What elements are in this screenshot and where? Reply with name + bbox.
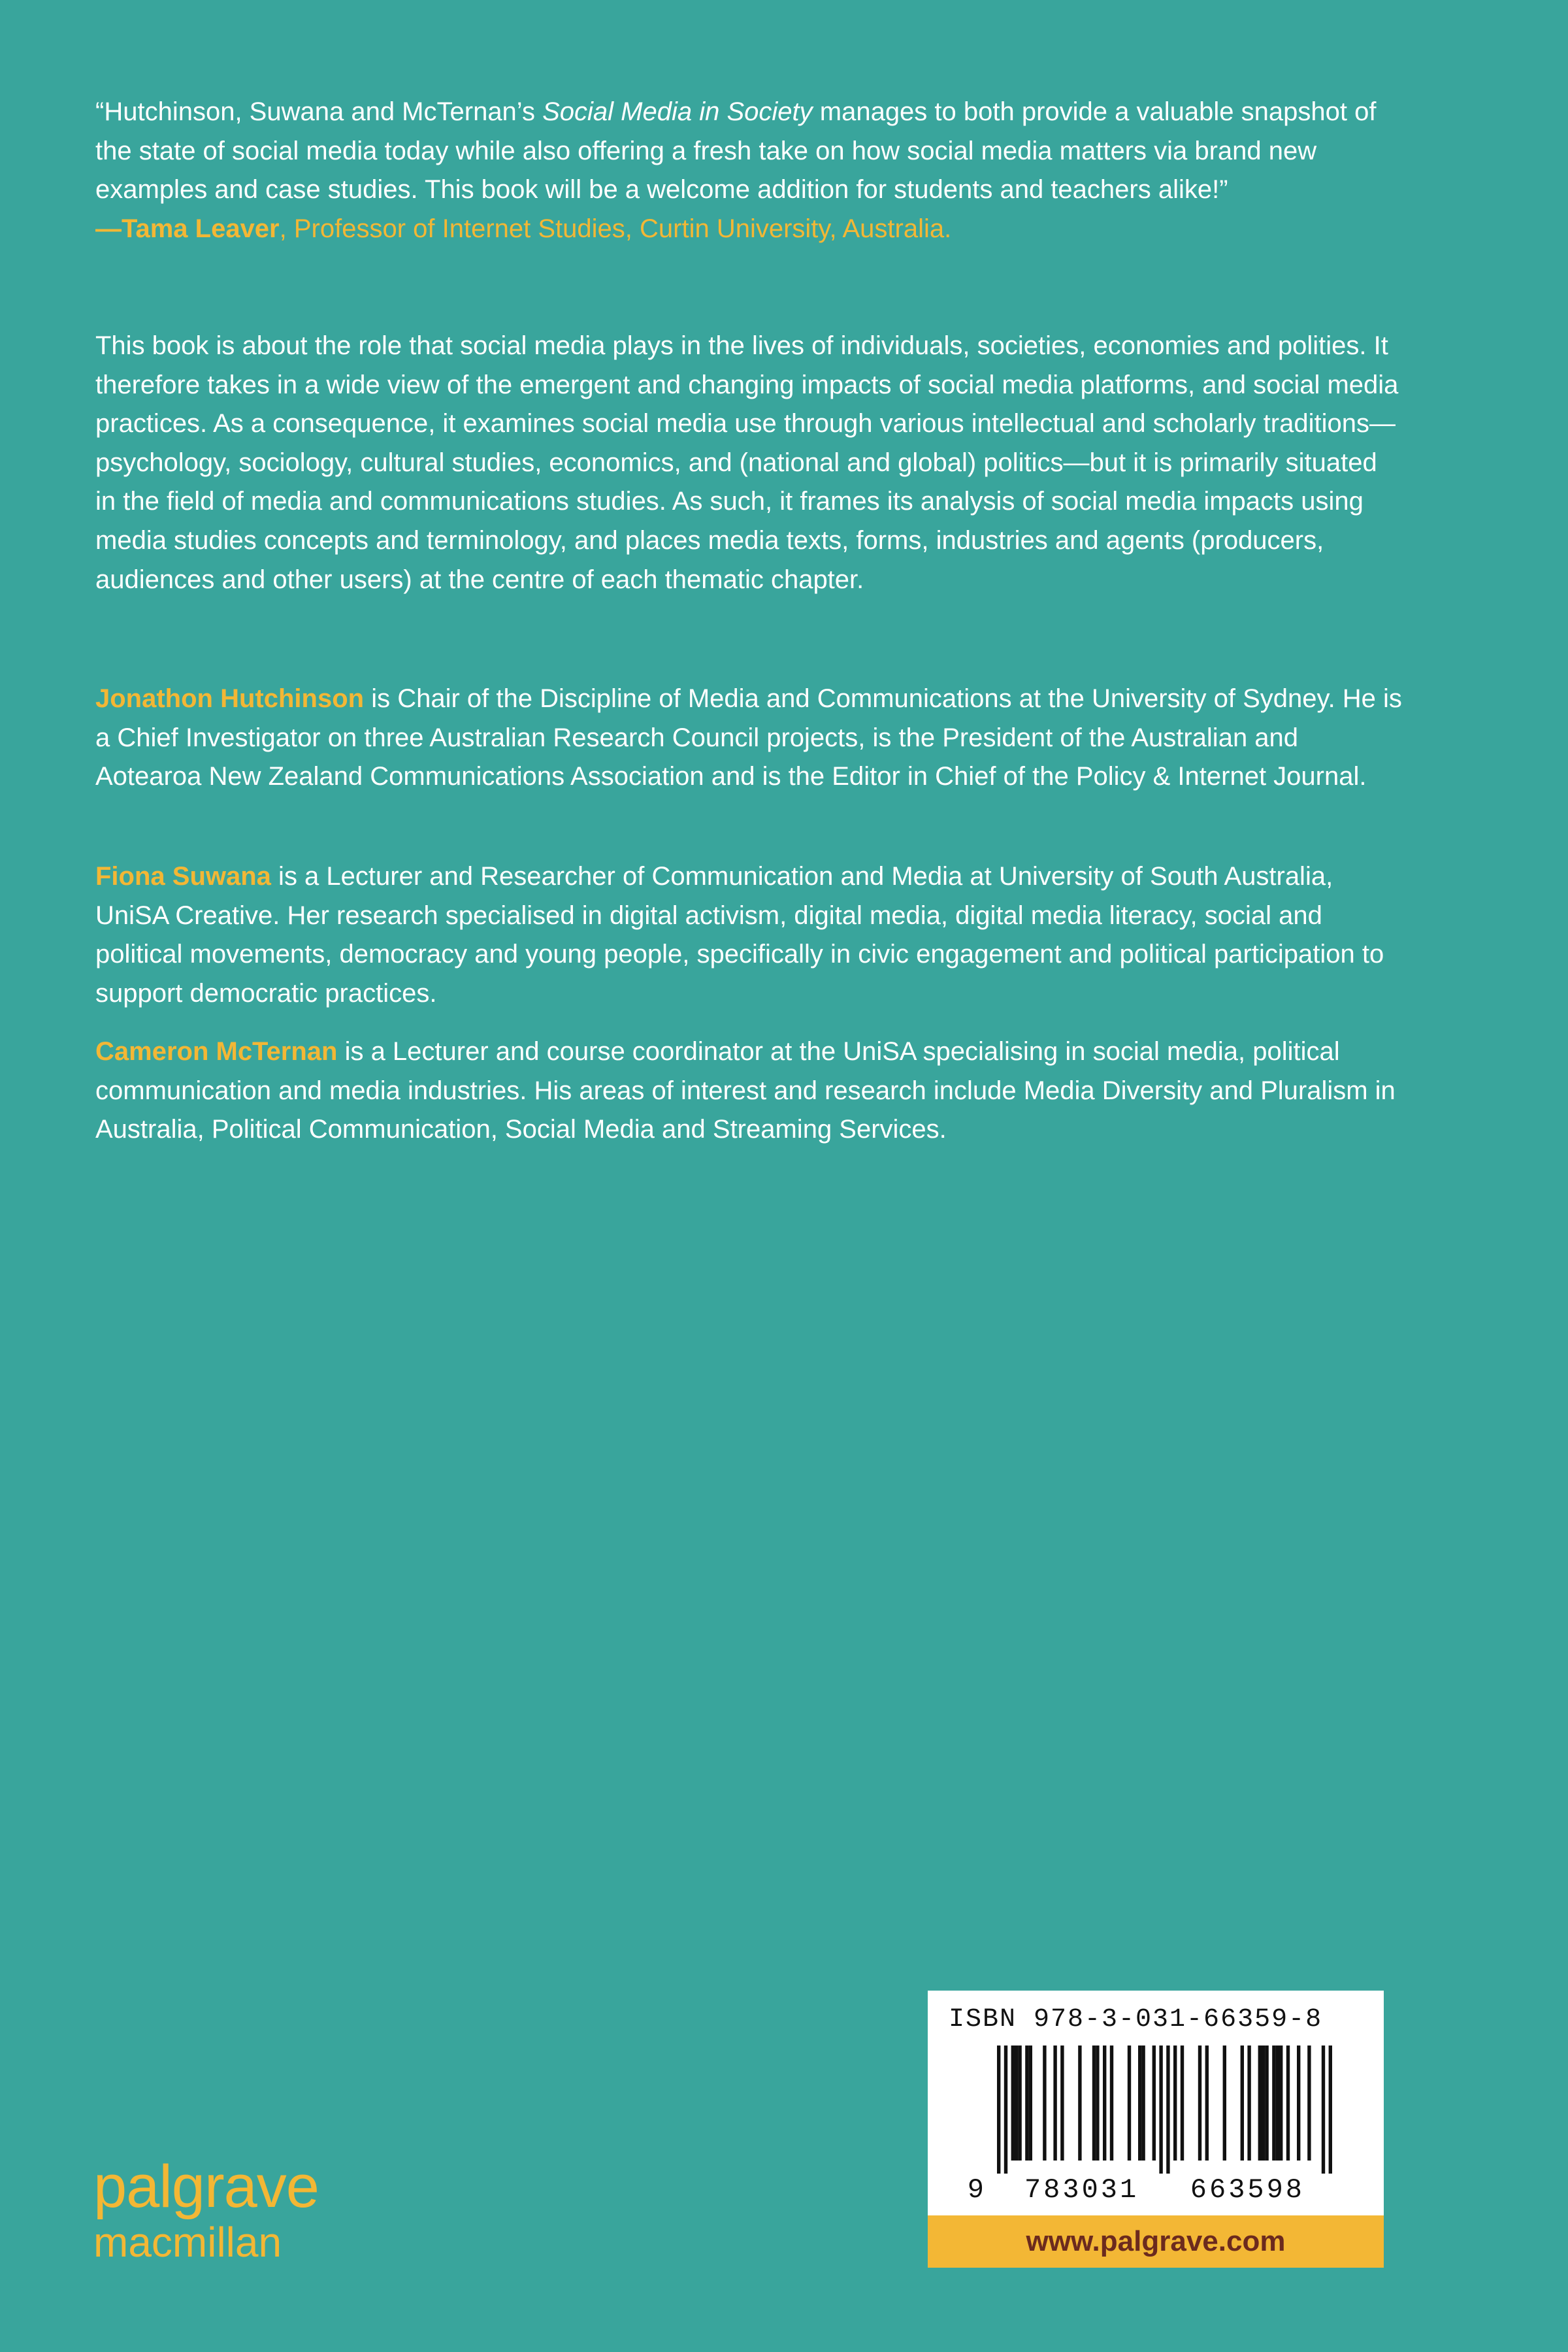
barcode-bar (1004, 2046, 1007, 2174)
logo-line-macmillan: macmillan (93, 2219, 282, 2266)
barcode-bar (1141, 2046, 1145, 2161)
barcode-bar (1092, 2046, 1096, 2161)
barcode-bar (1128, 2046, 1131, 2161)
barcode-digits-right: 663598 (1190, 2174, 1305, 2206)
barcode-bar (1015, 2046, 1018, 2161)
barcode-bar (1025, 2046, 1028, 2161)
quote-text-start: “Hutchinson, Suwana and McTernan’s (95, 97, 543, 126)
author-bio-suwana (95, 857, 1402, 1013)
isbn-label: ISBN 978-3-031-66359-8 (949, 2005, 1323, 2034)
barcode-bar (997, 2046, 1000, 2174)
endorser-affiliation: , Professor of Internet Studies, Curtin University, Australia. (279, 214, 952, 243)
barcode-bar (1103, 2046, 1106, 2161)
barcode-bar (1181, 2046, 1184, 2161)
endorsement (95, 93, 1402, 248)
barcode-bar (1053, 2046, 1056, 2161)
barcode-bar (1223, 2046, 1226, 2161)
barcode-bar (1307, 2046, 1311, 2161)
barcode-bar (1096, 2046, 1099, 2161)
barcode-bar (1152, 2046, 1156, 2161)
barcode-bar (1018, 2046, 1021, 2161)
logo-line-palgrave: palgrave (93, 2153, 319, 2220)
barcode-bar (1297, 2046, 1300, 2161)
barcode-bar (1011, 2046, 1015, 2161)
author-name: Jonathon Hutchinson (95, 684, 365, 713)
author-bio-text: is a Lecturer and course coordinator at the UniSA specialising in social media, political communication and media industries. His areas of interest and research include Media Diversity and Pluralism in Australia, Political Communication, Social Media and Streaming Services. (95, 1037, 1396, 1144)
author-bio-text: is Chair of the Discipline of Media and Communications at the University of Sydney. He is a Chief Investigator on three Australian Research Council projects, is the President of the Australian and Aotearoa New Zealand Communications Association and is the Editor in Chief of the Policy & Internet Journal. (95, 684, 1402, 791)
author-bio-text: is a Lecturer and Researcher of Communication and Media at University of South Australia, UniSA Creative. Her research specialised in digital activism, digital media, digital media literacy, social and political movements, democracy and young people, specifically in civic engagement and political participation to support democratic practices. (95, 862, 1384, 1008)
barcode-digits-left: 783031 (1024, 2174, 1139, 2206)
publisher-url[interactable]: www.palgrave.com (1026, 2225, 1286, 2257)
author-bio-mcternan (95, 1033, 1402, 1150)
endorser-name: —Tama Leaver (95, 214, 280, 243)
barcode-bar (1265, 2046, 1268, 2161)
barcode-bar (1241, 2046, 1244, 2161)
barcode-bar (1276, 2046, 1279, 2161)
barcode-bar (1262, 2046, 1265, 2161)
palgrave-macmillan-logo (93, 2153, 319, 2266)
isbn-barcode (928, 1991, 1384, 2215)
barcode-bar (1110, 2046, 1113, 2161)
barcode-bar (1078, 2046, 1081, 2161)
description-text: This book is about the role that social media plays in the lives of individuals, societies, economies and polities. It therefore takes in a wide view of the emergent and changing impacts of social media platforms, and social media practices. As a consequence, it examines social media use through various intellectual and scholarly traditions—psychology, sociology, cultural studies, economics, and (national and global) politics—but it is primarily situated in the field of media and communications studies. As such, it frames its analysis of social media impacts using media studies concepts and terminology, and places media texts, forms, industries and agents (producers, audiences and other users) at the centre of each thematic chapter. (95, 331, 1399, 594)
barcode-bar (1138, 2046, 1141, 2161)
barcode-bar (1159, 2046, 1162, 2174)
barcode-graphic (928, 1991, 1384, 2215)
barcode-bar (1258, 2046, 1262, 2161)
author-bio-hutchinson (95, 680, 1402, 797)
barcode-bar (1322, 2046, 1325, 2174)
publisher-url-bar (928, 2215, 1384, 2268)
barcode-digit-lead: 9 (967, 2174, 987, 2206)
barcode-bar (1166, 2046, 1169, 2174)
barcode-bar (1286, 2046, 1290, 2161)
barcode-bar (1198, 2046, 1201, 2161)
barcode-bar (1060, 2046, 1064, 2161)
book-description (95, 327, 1402, 599)
barcode-bar (1173, 2046, 1177, 2161)
barcode-bar (1279, 2046, 1282, 2161)
barcode-bar (1247, 2046, 1250, 2161)
author-name: Fiona Suwana (95, 862, 271, 891)
quote-text-end: manages to both provide a valuable snapshot of the state of social media today while also offering a fresh take on how social media matters via brand new examples and case studies. This book will be a welcome addition for students and teachers alike!” (95, 97, 1377, 205)
barcode-bar (1043, 2046, 1046, 2161)
author-name: Cameron McTernan (95, 1037, 338, 1066)
barcode-bar (1272, 2046, 1275, 2161)
quote-book-title: Social Media in Society (542, 97, 813, 126)
barcode-bar (1029, 2046, 1032, 2161)
barcode-bar (1205, 2046, 1209, 2161)
barcode-bar (1329, 2046, 1332, 2174)
